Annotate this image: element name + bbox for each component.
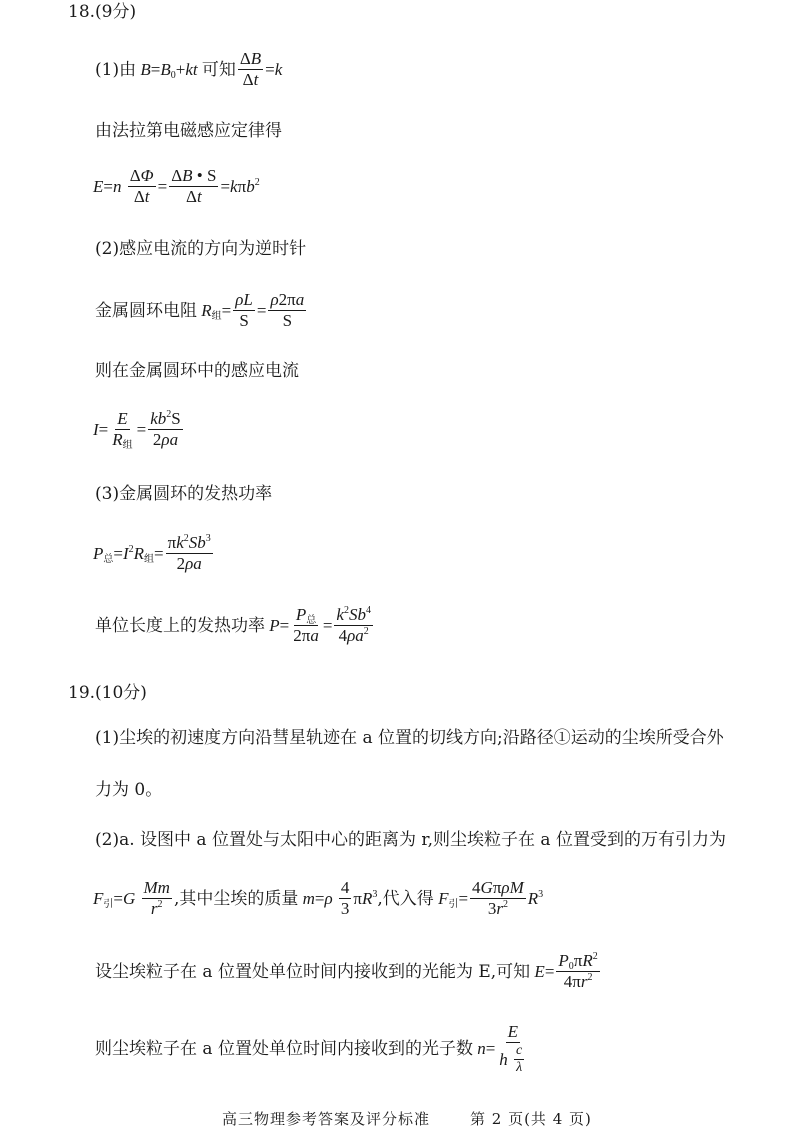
q18-resistance-prefix: 金属圆环电阻 — [95, 300, 197, 321]
frac-photon-count: E h $\frac{c}{\lambda}$ — [499, 1022, 523, 1075]
q19-p2a: (2)a. 设图中 a 位置处与太阳中心的距离为 r,则尘埃粒子在 a 位置受到的万有引力为 — [95, 830, 726, 850]
frac-ptotal-2pia: $\frac{P_总}{2\pi a}$ — [293, 605, 319, 645]
frac-gravity-result: $\frac{\text{4GπρM}}{3r^2}$ — [472, 878, 524, 918]
q18-header: 18.(9分) — [68, 2, 137, 22]
frac-Mm-r2: $\frac{Mm}{r^2}$ — [143, 878, 170, 918]
q19-mass-text: ,其中尘埃的质量 — [173, 888, 299, 909]
q19-energy-text: 设尘埃粒子在 a 位置处单位时间内接收到的光能为 E,可知 — [95, 961, 531, 982]
q18-p1-line: (1)由 $B=B_0+kt$ 可知 $\frac{\Delta B}{\Delta t}$ =k — [95, 49, 283, 89]
frac-dbs-dt: $\frac{\Delta B • S}{\Delta t}$ — [171, 166, 217, 206]
q19-p1-line2: 力为 0。 — [95, 780, 163, 800]
q19-p1-line1: (1)尘埃的初速度方向沿彗星轨迹在 a 位置的切线方向;沿路径①运动的尘埃所受合外 — [95, 728, 724, 748]
q19-gravity-line: $F_引=G$ $\frac{Mm}{r^2}$ ,其中尘埃的质量 m=ρ $\frac{4}{3}$ $\pi R^3$ ,代入得 $F_引=$ $\frac{\text{4GπρM}}{3r^2}$ $R^3$ — [93, 878, 544, 918]
frac-energy: $\frac{P_0\pi R^2}{4\pi r^2}$ — [558, 951, 598, 991]
q19-header: 19.(10分) — [68, 683, 147, 703]
eq-emf: E=n $\frac{\Delta\Phi}{\Delta t}$ = $\frac{\Delta B • S}{\Delta t}$ =kπb$^2$ — [93, 166, 260, 206]
frac-rho2pia-S: $\frac{\rho 2\pi a}{S}$ — [270, 290, 305, 330]
eq-total-power: $P_总=I^2R_组=$ $\frac{\pi k^2Sb^3}{2\rho a}$ — [93, 533, 211, 573]
footer-title: 高三物理参考答案及评分标准 — [222, 1110, 431, 1128]
q19-photon-text: 则尘埃粒子在 a 位置处单位时间内接收到的光子数 — [95, 1039, 473, 1059]
frac-unit-power: $\frac{k^2Sb^4}{4\rho a^2}$ — [336, 605, 371, 645]
frac-kb2S-2rhoa: $\frac{kb^2S}{2\rho a}$ — [150, 409, 181, 449]
frac-rhoL-S: $\frac{\rho L}{S}$ — [235, 290, 253, 330]
frac-E-R: $\frac{E}{R_组}$ — [112, 409, 133, 451]
q18-unit-power-line: 单位长度上的发热功率 P= $\frac{P_总}{2\pi a}$ = $\frac{k^2Sb^4}{4\rho a^2}$ — [95, 605, 371, 645]
q18-current-intro: 则在金属圆环中的感应电流 — [95, 361, 299, 381]
q18-p1-know: 可知 — [201, 59, 236, 80]
q18-law: 由法拉第电磁感应定律得 — [95, 121, 282, 141]
q18-p1-prefix: (1)由 — [95, 59, 137, 80]
frac-4-3: $\frac{4}{3}$ — [340, 878, 350, 918]
frac-dB-dt: $\frac{\Delta B}{\Delta t}$ — [239, 49, 262, 89]
footer-page: 第 2 页(共 4 页) — [470, 1110, 592, 1128]
q18-p2-direction: (2)感应电流的方向为逆时针 — [95, 239, 307, 259]
frac-total-power: $\frac{\pi k^2Sb^3}{2\rho a}$ — [167, 533, 211, 573]
frac-dphi-dt: $\frac{\Delta\Phi}{\Delta t}$ — [129, 166, 154, 206]
eq-current: I= $\frac{E}{R_组}$ = $\frac{kb^2S}{2\rho a}$ — [93, 409, 181, 451]
eq-b-def: $B=B_0+kt$ — [140, 59, 198, 81]
q18-resistance-line: 金属圆环电阻 $R_组=$ $\frac{\rho L}{S}$ = $\frac{\rho 2\pi a}{S}$ — [95, 290, 305, 330]
q18-unit-power-prefix: 单位长度上的发热功率 — [95, 615, 265, 636]
q19-energy-line: 设尘埃粒子在 a 位置处单位时间内接收到的光能为 E,可知 E= $\frac{P_0\pi R^2}{4\pi r^2}$ — [95, 951, 598, 991]
q19-photon-line: 则尘埃粒子在 a 位置处单位时间内接收到的光子数 n= E h $\frac{c}{\lambda}$ — [95, 1022, 530, 1076]
q18-p3: (3)金属圆环的发热功率 — [95, 484, 273, 504]
q19-substitute-text: ,代入得 — [377, 888, 434, 909]
